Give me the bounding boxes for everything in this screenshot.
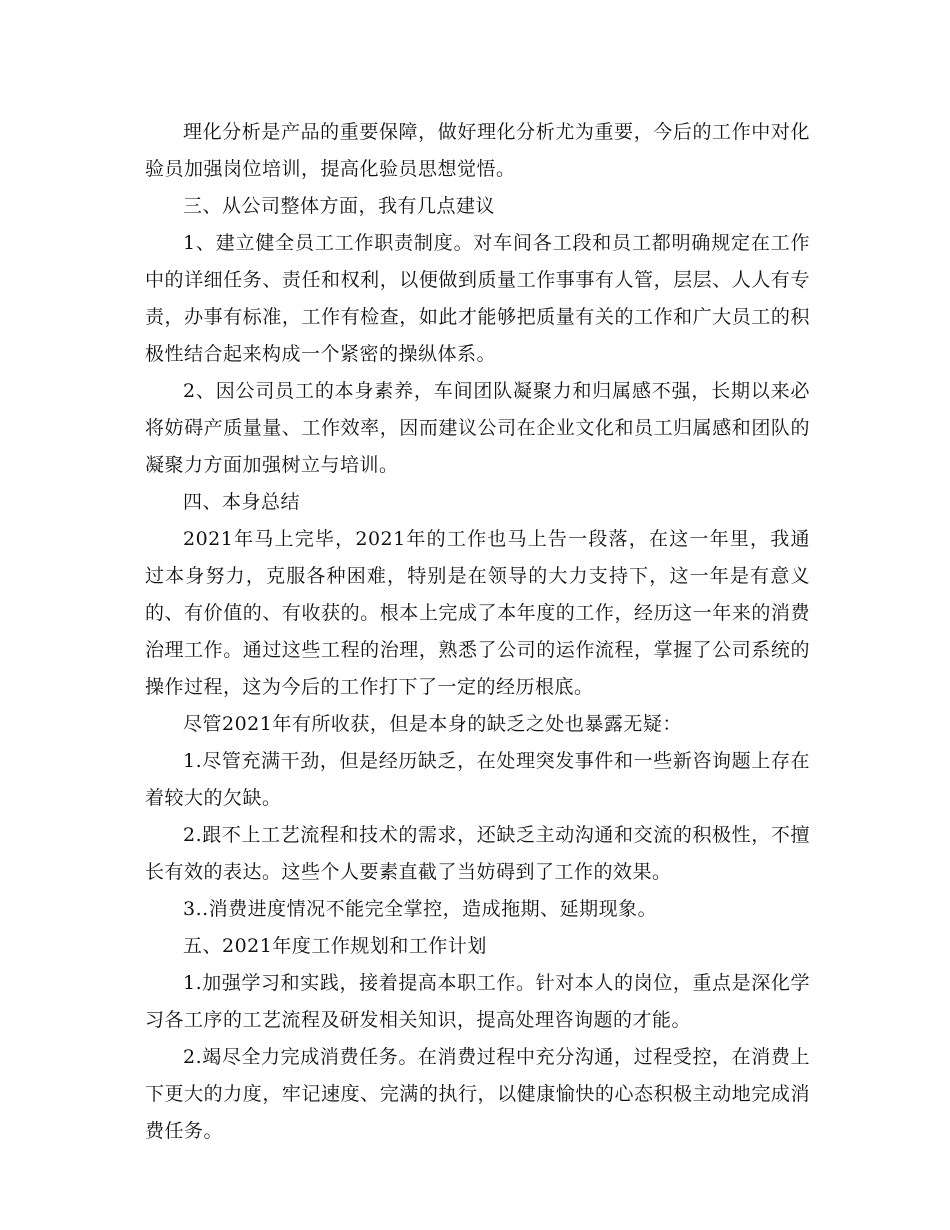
paragraph-suggestion-2: 2、因公司员工的本身素养，车间团队凝聚力和归属感不强，长期以来必将妨碍产质量量、工作效率，因而建议公司在企业文化和员工归属感和团队的凝聚力方面加强树立与培训。 bbox=[145, 380, 810, 476]
paragraph-shortcoming-1: 1.尽管充满干劲，但是经历缺乏，在处理突发事件和一些新咨询题上存在着较大的欠缺。 bbox=[145, 750, 810, 809]
paragraph-lab-analysis: 理化分析是产品的重要保障，做好理化分析尤为重要，今后的工作中对化验员加强岗位培训，提高化验员思想觉悟。 bbox=[145, 121, 810, 180]
paragraph-year-summary: 2021年马上完毕，2021年的工作也马上告一段落，在这一年里，我通过本身努力，克服各种困难，特别是在领导的大力支持下，这一年是有意义的、有价值的、有收获的。根本上完成了本年度的工作，经历这一年来的消费治理工作。通过这些工程的治理，熟悉了公司的运作流程，掌握了公司系统的操作过程，这为今后的工作打下了一定的经历根底。 bbox=[145, 528, 810, 698]
heading-work-plan: 五、2021年度工作规划和工作计划 bbox=[183, 935, 487, 957]
paragraph-suggestion-1: 1、建立健全员工工作职责制度。对车间各工段和员工都明确规定在工作中的详细任务、责任和权利，以便做到质量工作事事有人管，层层、人人有专责，办事有标准，工作有检查，如此才能够把质量有关的工作和广大员工的积极性结合起来构成一个紧密的操纵体系。 bbox=[145, 232, 810, 365]
heading-company-suggestions: 三、从公司整体方面，我有几点建议 bbox=[183, 195, 496, 217]
paragraph-shortcoming-2: 2.跟不上工艺流程和技术的需求，还缺乏主动沟通和交流的积极性，不擅长有效的表达。这些个人要素直截了当妨碍到了工作的效果。 bbox=[145, 824, 810, 883]
heading-self-summary: 四、本身总结 bbox=[183, 491, 301, 513]
paragraph-plan-2: 2.竭尽全力完成消费任务。在消费过程中充分沟通，过程受控，在消费上下更大的力度，牢记速度、完满的执行，以健康愉快的心态积极主动地完成消费任务。 bbox=[145, 1046, 810, 1142]
paragraph-shortcomings-intro: 尽管2021年有所收获，但是本身的缺乏之处也暴露无疑： bbox=[183, 713, 682, 735]
paragraph-shortcoming-3: 3..消费进度情况不能完全掌控，造成拖期、延期现象。 bbox=[183, 898, 658, 920]
document-body bbox=[145, 114, 810, 1150]
paragraph-plan-1: 1.加强学习和实践，接着提高本职工作。针对本人的岗位，重点是深化学习各工序的工艺流程及研发相关知识，提高处理咨询题的才能。 bbox=[145, 972, 810, 1031]
